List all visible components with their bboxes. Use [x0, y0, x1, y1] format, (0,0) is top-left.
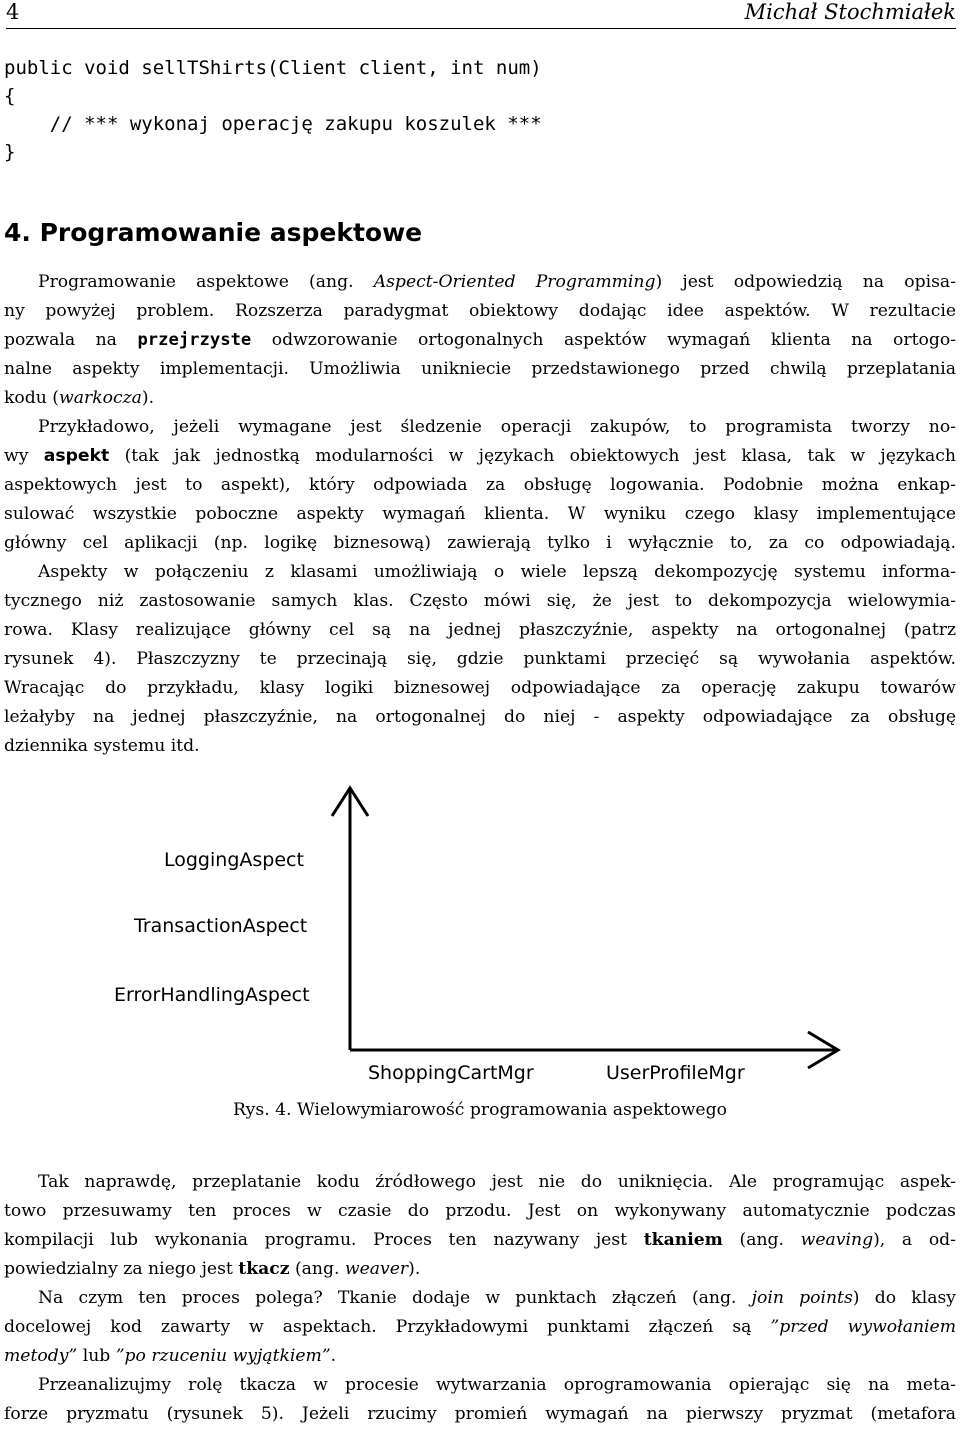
text-line: Tak naprawdę, przeplatanie kodu źródłowego jest nie do uniknięcia. Ale programując aspek- — [38, 1172, 956, 1192]
code-line: { — [4, 85, 16, 107]
paragraph-weaving — [4, 1168, 956, 1429]
text-line: kompilacji lub wykonania programu. Proces ten nazywany jest tkaniem (ang. weaving), a od- — [4, 1230, 956, 1250]
text-line: Przeanalizujmy rolę tkacza w procesie wytwarzania oprogramowania opierając się na meta- — [38, 1375, 956, 1395]
text-line: Przykładowo, jeżeli wymagane jest śledzenie operacji zakupów, to programista tworzy no- — [38, 417, 956, 437]
text-line: docelowej kod zawarty w aspektach. Przykładowymi punktami złączeń są ”przed wywołaniem — [4, 1317, 956, 1337]
text-line: tycznego niż zastosowanie samych klas. Często mówi się, że jest to dekompozycja wielowymia- — [4, 591, 956, 611]
aspect-label-transaction: TransactionAspect — [134, 915, 308, 937]
code-line: public void sellTShirts(Client client, int num) — [4, 57, 542, 79]
aspect-label-logging: LoggingAspect — [164, 849, 304, 871]
text-line: ny powyżej problem. Rozszerza paradygmat obiektowy dodając idee aspektów. W rezultacie — [4, 301, 956, 321]
text-line: rowa. Klasy realizujące główny cel są na jednej płaszczyźnie, aspekty na ortogonalnej (patrz — [4, 620, 956, 640]
figure-caption: Rys. 4. Wielowymiarowość programowania aspektowego — [233, 1100, 727, 1120]
text-line: sulować wszystkie poboczne aspekty wymagań klienta. W wyniku czego klasy implementujące — [4, 504, 956, 524]
aspect-label-errorhandling: ErrorHandlingAspect — [114, 984, 310, 1006]
text-line: metody” lub ”po rzuceniu wyjątkiem”. — [4, 1346, 337, 1366]
text-line: towo przesuwamy ten proces w czasie do przodu. Jest on wykonywany automatycznie podczas — [4, 1201, 956, 1221]
text-line: leżałyby na jednej płaszczyźnie, na ortogonalnej do niej - aspekty odpowiadające za obsługę — [4, 707, 956, 727]
text-line: kodu (warkocza). — [4, 388, 155, 408]
code-listing — [4, 54, 542, 166]
page-number: 4 — [6, 0, 20, 24]
text-line: Na czym ten proces polega? Tkanie dodaje w punktach złączeń (ang. join points) do klasy — [38, 1288, 956, 1308]
text-line: nalne aspekty implementacji. Umożliwia unikniecie przedstawionego przed chwilą przeplatania — [4, 359, 956, 379]
code-line: } — [4, 141, 16, 163]
text-line: forze pryzmatu (rysunek 5). Jeżeli rzucimy promień wymagań na pierwszy pryzmat (metafora — [4, 1404, 956, 1424]
text-line: dziennika systemu itd. — [4, 736, 200, 756]
text-line: powiedzialny za niego jest tkacz (ang. weaver). — [4, 1259, 421, 1279]
running-author: Michał Stochmiałek — [744, 0, 956, 24]
text-line: pozwala na przejrzyste odwzorowanie ortogonalnych aspektów wymagań klienta na ortogo- — [4, 330, 956, 350]
text-line: Aspekty w połączeniu z klasami umożliwiają o wiele lepszą dekompozycję systemu informa- — [38, 562, 956, 582]
text-line: Programowanie aspektowe (ang. Aspect-Oriented Programming) jest odpowiedzią na opisa- — [38, 272, 956, 292]
text-line: główny cel aplikacji (np. logikę biznesową) zawierają tylko i wyłącznie to, za co odpowiadają. — [4, 533, 956, 553]
class-label-userprofile: UserProfileMgr — [606, 1062, 745, 1084]
figure-aspect-dimensions — [100, 780, 860, 1090]
text-line: aspektowych jest to aspekt), który odpowiada za obsługę logowania. Podobnie można enkap- — [4, 475, 956, 495]
running-header — [6, 0, 956, 29]
section-title: 4. Programowanie aspektowe — [4, 218, 423, 247]
text-line: rysunek 4). Płaszczyzny te przecinają się, gdzie punktami przecięć są wywołania aspektów. — [4, 649, 956, 669]
figure-diagram — [100, 780, 860, 1090]
code-line: // *** wykonaj operację zakupu koszulek *** — [4, 113, 542, 135]
text-line: Wracając do przykładu, klasy logiki biznesowej odpowiadające za operację zakupu towarów — [4, 678, 956, 698]
paragraph-intro — [4, 268, 956, 761]
class-label-shoppingcart: ShoppingCartMgr — [368, 1062, 534, 1084]
text-line: wy aspekt (tak jak jednostką modularności w językach obiektowych jest klasa, tak w językach — [4, 446, 956, 466]
